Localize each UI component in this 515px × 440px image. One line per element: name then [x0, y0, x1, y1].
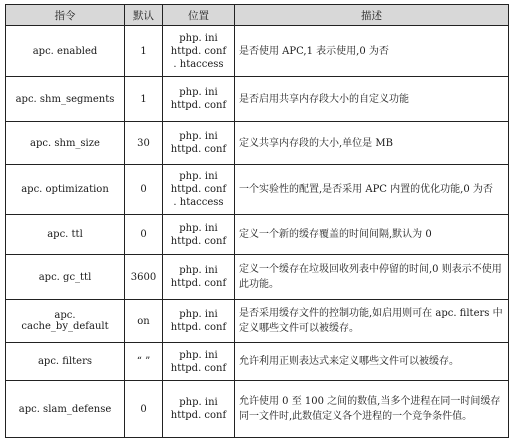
default-value: 1: [125, 77, 163, 122]
table-row: [6, 255, 509, 300]
directive-name: apc. shm_segments: [6, 77, 125, 122]
description: 是否使用 APC,1 表示使用,0 为否: [235, 26, 509, 77]
location-cell: [163, 165, 235, 215]
table-row: [6, 215, 509, 255]
location-entry: . htaccess: [173, 58, 224, 70]
description: 定义共享内存段的大小,单位是 MB: [235, 122, 509, 165]
table-row: [6, 300, 509, 343]
description: 允许使用 0 至 100 之间的数值,当多个进程在同一时间缓存同一文件时,此数值定义各个进程的一个竞争条件值。: [235, 381, 509, 438]
location-entry: httpd. conf: [170, 322, 227, 333]
default-value: 0: [125, 165, 163, 215]
default-value: 3600: [125, 255, 163, 300]
directive-name: apc. ttl: [6, 215, 125, 255]
directive-name: apc. enabled: [6, 26, 125, 77]
directive-name: apc. filters: [6, 343, 125, 381]
location-cell: [163, 26, 235, 77]
table-header-row: [6, 5, 509, 26]
description: 一个实验性的配置,是否采用 APC 内置的优化功能,0 为否: [235, 165, 509, 215]
location-entry: php. ini: [179, 397, 218, 408]
table-row: [6, 165, 509, 215]
location-cell: [163, 77, 235, 122]
location-entry: httpd. conf: [170, 100, 227, 111]
directive-name: apc. cache_by_default: [6, 300, 125, 343]
table-row: [6, 381, 509, 438]
location-entry: php. ini: [179, 171, 218, 182]
location-cell: [163, 381, 235, 438]
location-entry: httpd. conf: [170, 410, 227, 421]
location-entry: php. ini: [179, 131, 218, 142]
header-default: 默认: [125, 5, 163, 26]
location-entry: php. ini: [179, 309, 218, 320]
location-entry: httpd. conf: [170, 144, 227, 155]
default-value: on: [125, 300, 163, 343]
location-entry: php. ini: [179, 32, 218, 44]
location-cell: [163, 255, 235, 300]
description: 是否采用缓存文件的控制功能,如启用则可在 apc. filters 中定义哪些文件可以被缓存。: [235, 300, 509, 343]
table-row: [6, 343, 509, 381]
description: 允许利用正则表达式来定义哪些文件可以被缓存。: [235, 343, 509, 381]
location-entry: httpd. conf: [170, 45, 227, 57]
table-row: [6, 77, 509, 122]
default-value: 30: [125, 122, 163, 165]
description: 定义一个缓存在垃圾回收列表中停留的时间,0 则表示不使用此功能。: [235, 255, 509, 300]
location-cell: [163, 343, 235, 381]
location-entry: . htaccess: [173, 197, 224, 208]
location-entry: php. ini: [179, 265, 218, 276]
location-cell: [163, 122, 235, 165]
location-cell: [163, 215, 235, 255]
apc-config-table: [5, 4, 509, 438]
location-entry: php. ini: [179, 349, 218, 361]
location-entry: httpd. conf: [170, 184, 227, 195]
header-description: 描述: [235, 5, 509, 26]
location-entry: php. ini: [179, 222, 218, 234]
description: 是否启用共享内存段大小的自定义功能: [235, 77, 509, 122]
header-location: 位置: [163, 5, 235, 26]
default-value: “ ”: [125, 343, 163, 381]
location-entry: httpd. conf: [170, 278, 227, 289]
description: 定义一个新的缓存覆盖的时间间隔,默认为 0: [235, 215, 509, 255]
location-entry: php. ini: [179, 87, 218, 98]
header-directive: 指令: [6, 5, 125, 26]
location-entry: httpd. conf: [170, 235, 227, 247]
location-cell: [163, 300, 235, 343]
directive-name: apc. optimization: [6, 165, 125, 215]
table-row: [6, 122, 509, 165]
default-value: 0: [125, 215, 163, 255]
table-row: [6, 26, 509, 77]
default-value: 1: [125, 26, 163, 77]
directive-name: apc. slam_defense: [6, 381, 125, 438]
default-value: 0: [125, 381, 163, 438]
location-entry: httpd. conf: [170, 362, 227, 374]
directive-name: apc. shm_size: [6, 122, 125, 165]
directive-name: apc. gc_ttl: [6, 255, 125, 300]
